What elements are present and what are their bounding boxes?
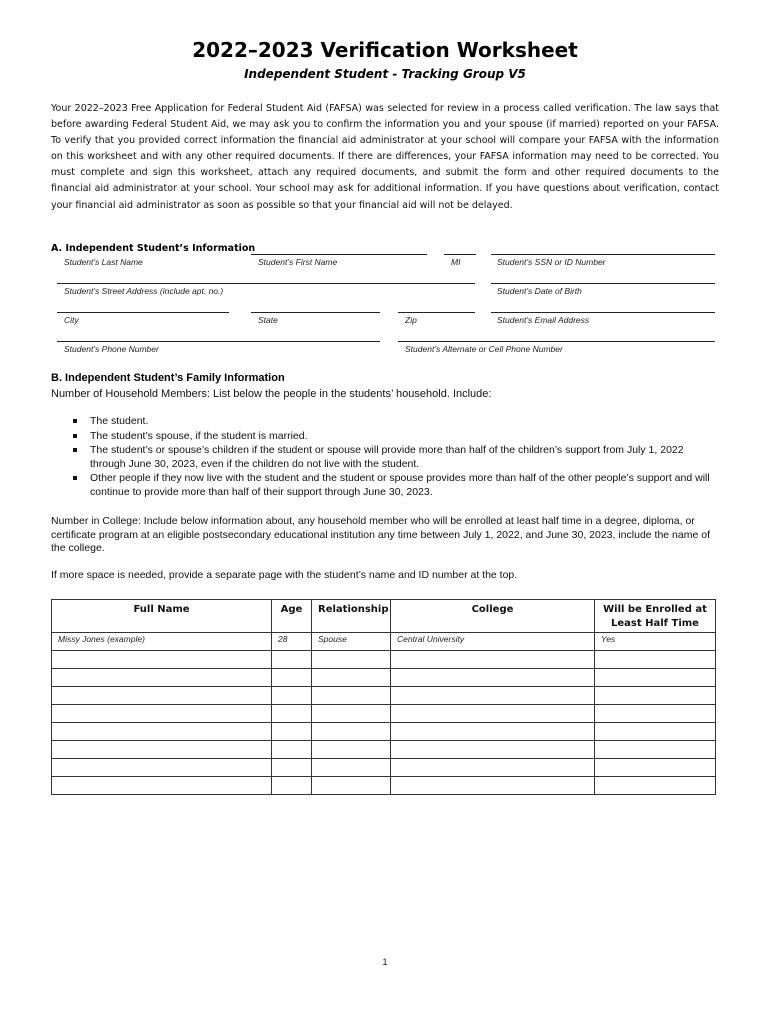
table-cell[interactable] xyxy=(391,723,595,741)
zip-label: Zip xyxy=(405,315,417,325)
alt-phone-line[interactable] xyxy=(398,341,715,342)
col-header-college: College xyxy=(391,600,595,633)
list-item: The student’s or spouse’s children if the student or spouse will provide more than half of the children’s support from July 1, 2022 through June 30, 2023, even if the children do not live with the student. xyxy=(73,444,713,471)
table-cell[interactable] xyxy=(391,705,595,723)
dob-label: Student’s Date of Birth xyxy=(497,286,582,296)
last-name-label: Student’s Last Name xyxy=(64,257,143,267)
table-cell[interactable] xyxy=(595,705,716,723)
table-cell[interactable] xyxy=(52,723,272,741)
ssn-line[interactable] xyxy=(491,254,715,255)
table-cell[interactable]: Spouse xyxy=(312,633,391,651)
bullet-icon xyxy=(73,476,77,480)
email-label: Student’s Email Address xyxy=(497,315,590,325)
table-cell[interactable] xyxy=(312,705,391,723)
table-cell[interactable]: Missy Jones (example) xyxy=(52,633,272,651)
first-name-label: Student’s First Name xyxy=(258,257,338,267)
col-header-relationship: Relationship xyxy=(312,600,391,633)
table-cell[interactable] xyxy=(595,777,716,795)
table-cell[interactable] xyxy=(595,651,716,669)
extra-space-note: If more space is needed, provide a separate page with the student’s name and ID number at the top. xyxy=(51,569,518,581)
bullet-icon xyxy=(73,434,77,438)
first-name-line[interactable] xyxy=(251,254,427,255)
table-cell[interactable] xyxy=(391,687,595,705)
page-title: 2022–2023 Verification Worksheet xyxy=(192,38,578,62)
household-members-label: Number of Household Members: List below the people in the students’ household. Include: xyxy=(51,388,492,400)
mi-label: MI xyxy=(451,257,461,267)
table-cell[interactable] xyxy=(52,669,272,687)
table-cell[interactable] xyxy=(312,723,391,741)
table-cell[interactable] xyxy=(595,741,716,759)
table-cell[interactable] xyxy=(312,651,391,669)
table-cell[interactable] xyxy=(272,687,312,705)
table-row xyxy=(52,723,716,741)
number-in-college-text: Number in College: Include below information about, any household member who will be enrolled at least half time in a degree, diploma, or certificate program at an eligible postsecondary educational institution any time between July 1, 2022, and June 30, 2023, include the name of the college. xyxy=(51,515,710,554)
email-line[interactable] xyxy=(491,312,715,313)
table-row xyxy=(52,633,716,651)
table-cell[interactable] xyxy=(391,651,595,669)
page-number: 1 xyxy=(382,957,388,967)
table-cell[interactable] xyxy=(272,651,312,669)
section-b-heading: B. Independent Student’s Family Information xyxy=(51,372,285,384)
phone-label: Student’s Phone Number xyxy=(64,344,159,354)
table-cell[interactable] xyxy=(52,687,272,705)
col-header-full-name: Full Name xyxy=(52,600,272,633)
table-cell[interactable] xyxy=(272,705,312,723)
page-subtitle: Independent Student - Tracking Group V5 xyxy=(244,67,526,81)
household-include-list xyxy=(73,415,713,500)
ssn-label: Student’s SSN or ID Number xyxy=(497,257,606,267)
table-cell[interactable] xyxy=(272,759,312,777)
mi-line[interactable] xyxy=(444,254,476,255)
table-row xyxy=(52,741,716,759)
col-header-enrolled: Will be Enrolled at Least Half Time xyxy=(595,600,716,633)
household-table xyxy=(51,599,716,795)
table-row xyxy=(52,687,716,705)
table-row xyxy=(52,651,716,669)
table-cell[interactable] xyxy=(272,669,312,687)
table-cell[interactable] xyxy=(52,705,272,723)
bullet-icon xyxy=(73,419,77,423)
table-cell[interactable]: Yes xyxy=(595,633,716,651)
table-cell[interactable] xyxy=(595,759,716,777)
table-cell[interactable] xyxy=(272,741,312,759)
section-a-heading: A. Independent Student’s Information xyxy=(51,243,256,254)
table-cell[interactable] xyxy=(595,723,716,741)
table-cell[interactable] xyxy=(272,723,312,741)
table-cell[interactable] xyxy=(391,741,595,759)
table-cell[interactable] xyxy=(312,741,391,759)
zip-line[interactable] xyxy=(398,312,475,313)
table-row xyxy=(52,705,716,723)
city-label: City xyxy=(64,315,79,325)
list-item: The student’s spouse, if the student is married. xyxy=(73,430,713,444)
table-cell[interactable] xyxy=(391,777,595,795)
table-cell[interactable] xyxy=(312,687,391,705)
city-line[interactable] xyxy=(57,312,229,313)
intro-paragraph: Your 2022–2023 Free Application for Federal Student Aid (FAFSA) was selected for review in a process called verification. The law says that before awarding Federal Student Aid, we may ask you to confirm the information you and your spouse (if married) reported on your FAFSA. To verify that you provided correct information the financial aid administrator at your school will compare your FAFSA with the information on this worksheet and with any other required documents. If there are differences, your FAFSA information may need to be corrected. You must complete and sign this worksheet, attach any required documents, and submit the form and other required documents to the financial aid administrator at your school. Your school may ask for additional information. If you have questions about verification, contact your financial aid administrator as soon as possible so that your financial aid will not be delayed. xyxy=(51,103,719,211)
table-cell[interactable] xyxy=(52,741,272,759)
street-line[interactable] xyxy=(57,283,475,284)
alt-phone-label: Student’s Alternate or Cell Phone Number xyxy=(405,344,563,354)
table-cell[interactable] xyxy=(595,687,716,705)
table-cell[interactable]: 28 xyxy=(272,633,312,651)
table-header-row xyxy=(52,600,716,633)
table-cell[interactable] xyxy=(52,651,272,669)
state-line[interactable] xyxy=(251,312,380,313)
table-row xyxy=(52,777,716,795)
table-cell[interactable] xyxy=(312,669,391,687)
table-row xyxy=(52,759,716,777)
table-cell[interactable] xyxy=(595,669,716,687)
table-cell[interactable] xyxy=(391,759,595,777)
table-cell[interactable] xyxy=(52,759,272,777)
table-cell[interactable] xyxy=(312,759,391,777)
state-label: State xyxy=(258,315,278,325)
phone-line[interactable] xyxy=(57,341,380,342)
list-item: The student. xyxy=(73,415,713,429)
bullet-icon xyxy=(73,448,77,452)
table-cell[interactable] xyxy=(312,777,391,795)
table-cell[interactable] xyxy=(52,777,272,795)
street-label: Student’s Street Address (include apt. no.) xyxy=(64,286,224,296)
table-cell[interactable]: Central University xyxy=(391,633,595,651)
dob-line[interactable] xyxy=(491,283,715,284)
list-item: Other people if they now live with the student and the student or spouse provides more than half of the other people’s support and will continue to provide more than half of their support through June 30, 2023. xyxy=(73,472,713,499)
table-row xyxy=(52,669,716,687)
table-cell[interactable] xyxy=(272,777,312,795)
table-cell[interactable] xyxy=(391,669,595,687)
col-header-age: Age xyxy=(272,600,312,633)
